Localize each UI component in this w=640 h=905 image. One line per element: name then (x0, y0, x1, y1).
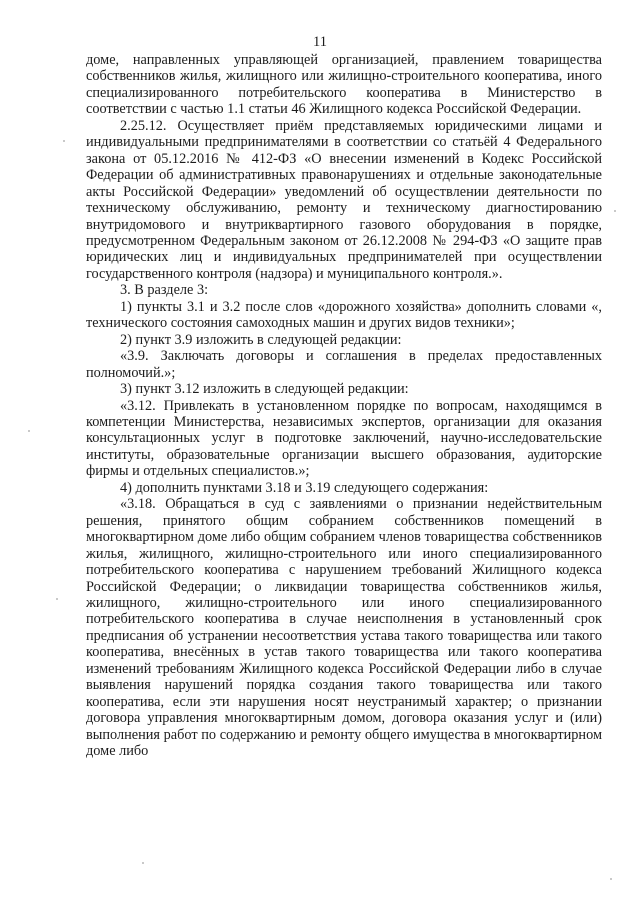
paragraph-item-4: 4) дополнить пунктами 3.18 и 3.19 следующего содержания: (120, 479, 489, 496)
paragraph-2-25-12: 2.25.12. Осуществляет приём представляемых юридическими лицами и индивидуальными предпринимателями в соответствии со статьёй 4 Федерального закона от 05.12.2016 № 412-ФЗ «О внесении изменений в Кодекс Российской Федерации об административных правонарушениях и отдельные законодательные акты Российской Федерации» уведомлений об осуществлении деятельности по техническому обслуживанию, ремонту и техническому диагностированию внутридомового и внутриквартирного газового оборудования в порядке, предусмотренном Федеральным законом от 26.12.2008 № 294-ФЗ «О защите прав юридических лиц и индивидуальных предпринимателей при осуществлении государственного контроля (надзора) и муниципального контроля.». (86, 117, 602, 282)
scan-speck (56, 598, 58, 600)
paragraph-section-3-heading: 3. В разделе 3: (120, 282, 209, 299)
paragraph-item-3: 3) пункт 3.12 изложить в следующей редакции: (120, 381, 409, 398)
scan-speck (610, 878, 612, 880)
document-body (86, 52, 602, 759)
paragraph-quote-3-12: «3.12. Привлекать в установленном порядке по вопросам, находящимся в компетенции Министерства, независимых экспертов, организации для оказания консультационных услуг в подготовке заключений, научно-исследовательские институты, образовательные организации высшего образования, аудиторские фирмы и отдельных специалистов.»; (86, 397, 602, 480)
scan-speck (63, 140, 65, 142)
paragraph-continuation: доме, направленных управляющей организацией, правлением товарищества собственников жилья, жилищного или жилищно-строительного кооператива, иного специализированного потребительского кооператива в Министерство в соответствии с частью 1.1 статьи 46 Жилищного кодекса Российской Федерации. (86, 52, 602, 118)
page-number: 11 (313, 34, 327, 50)
paragraph-item-2: 2) пункт 3.9 изложить в следующей редакции: (120, 331, 402, 348)
paragraph-quote-3-9: «3.9. Заключать договоры и соглашения в пределах предоставленных полномочий.»; (86, 348, 602, 381)
scan-speck (28, 430, 30, 432)
scan-speck (142, 862, 144, 864)
scan-speck (614, 210, 616, 212)
paragraph-item-1: 1) пункты 3.1 и 3.2 после слов «дорожного хозяйства» дополнить словами «, технического состояния самоходных машин и других видов техники»; (86, 298, 602, 332)
paragraph-quote-3-18: «3.18. Обращаться в суд с заявлениями о признании недействительным решения, принятого общим собранием собственников помещений в многоквартирном доме либо общим собранием членов товарищества собственников жилья, жилищного, жилищно-строительного или иного специализированного потребительского кооператива с нарушением требований Жилищного кодекса Российской Федерации; о ликвидации товарищества собственников жилья, жилищного, жилищно-строительного или иного специализированного потребительского кооператива в случае неисполнения в установленный срок предписания об устранении несоответствия устава такого товарищества или такого кооператива, внесённых в устав такого товарищества или такого кооператива изменений требованиям Жилищного кодекса Российской Федерации либо в случае выявления нарушений порядка создания такого товарищества или такого кооператива, если эти нарушения носят неустранимый характер; о признании договора управления многоквартирным домом, договора оказания услуг и (или) выполнения работ по содержанию и ремонту общего имущества в многоквартирном доме либо (86, 496, 602, 760)
